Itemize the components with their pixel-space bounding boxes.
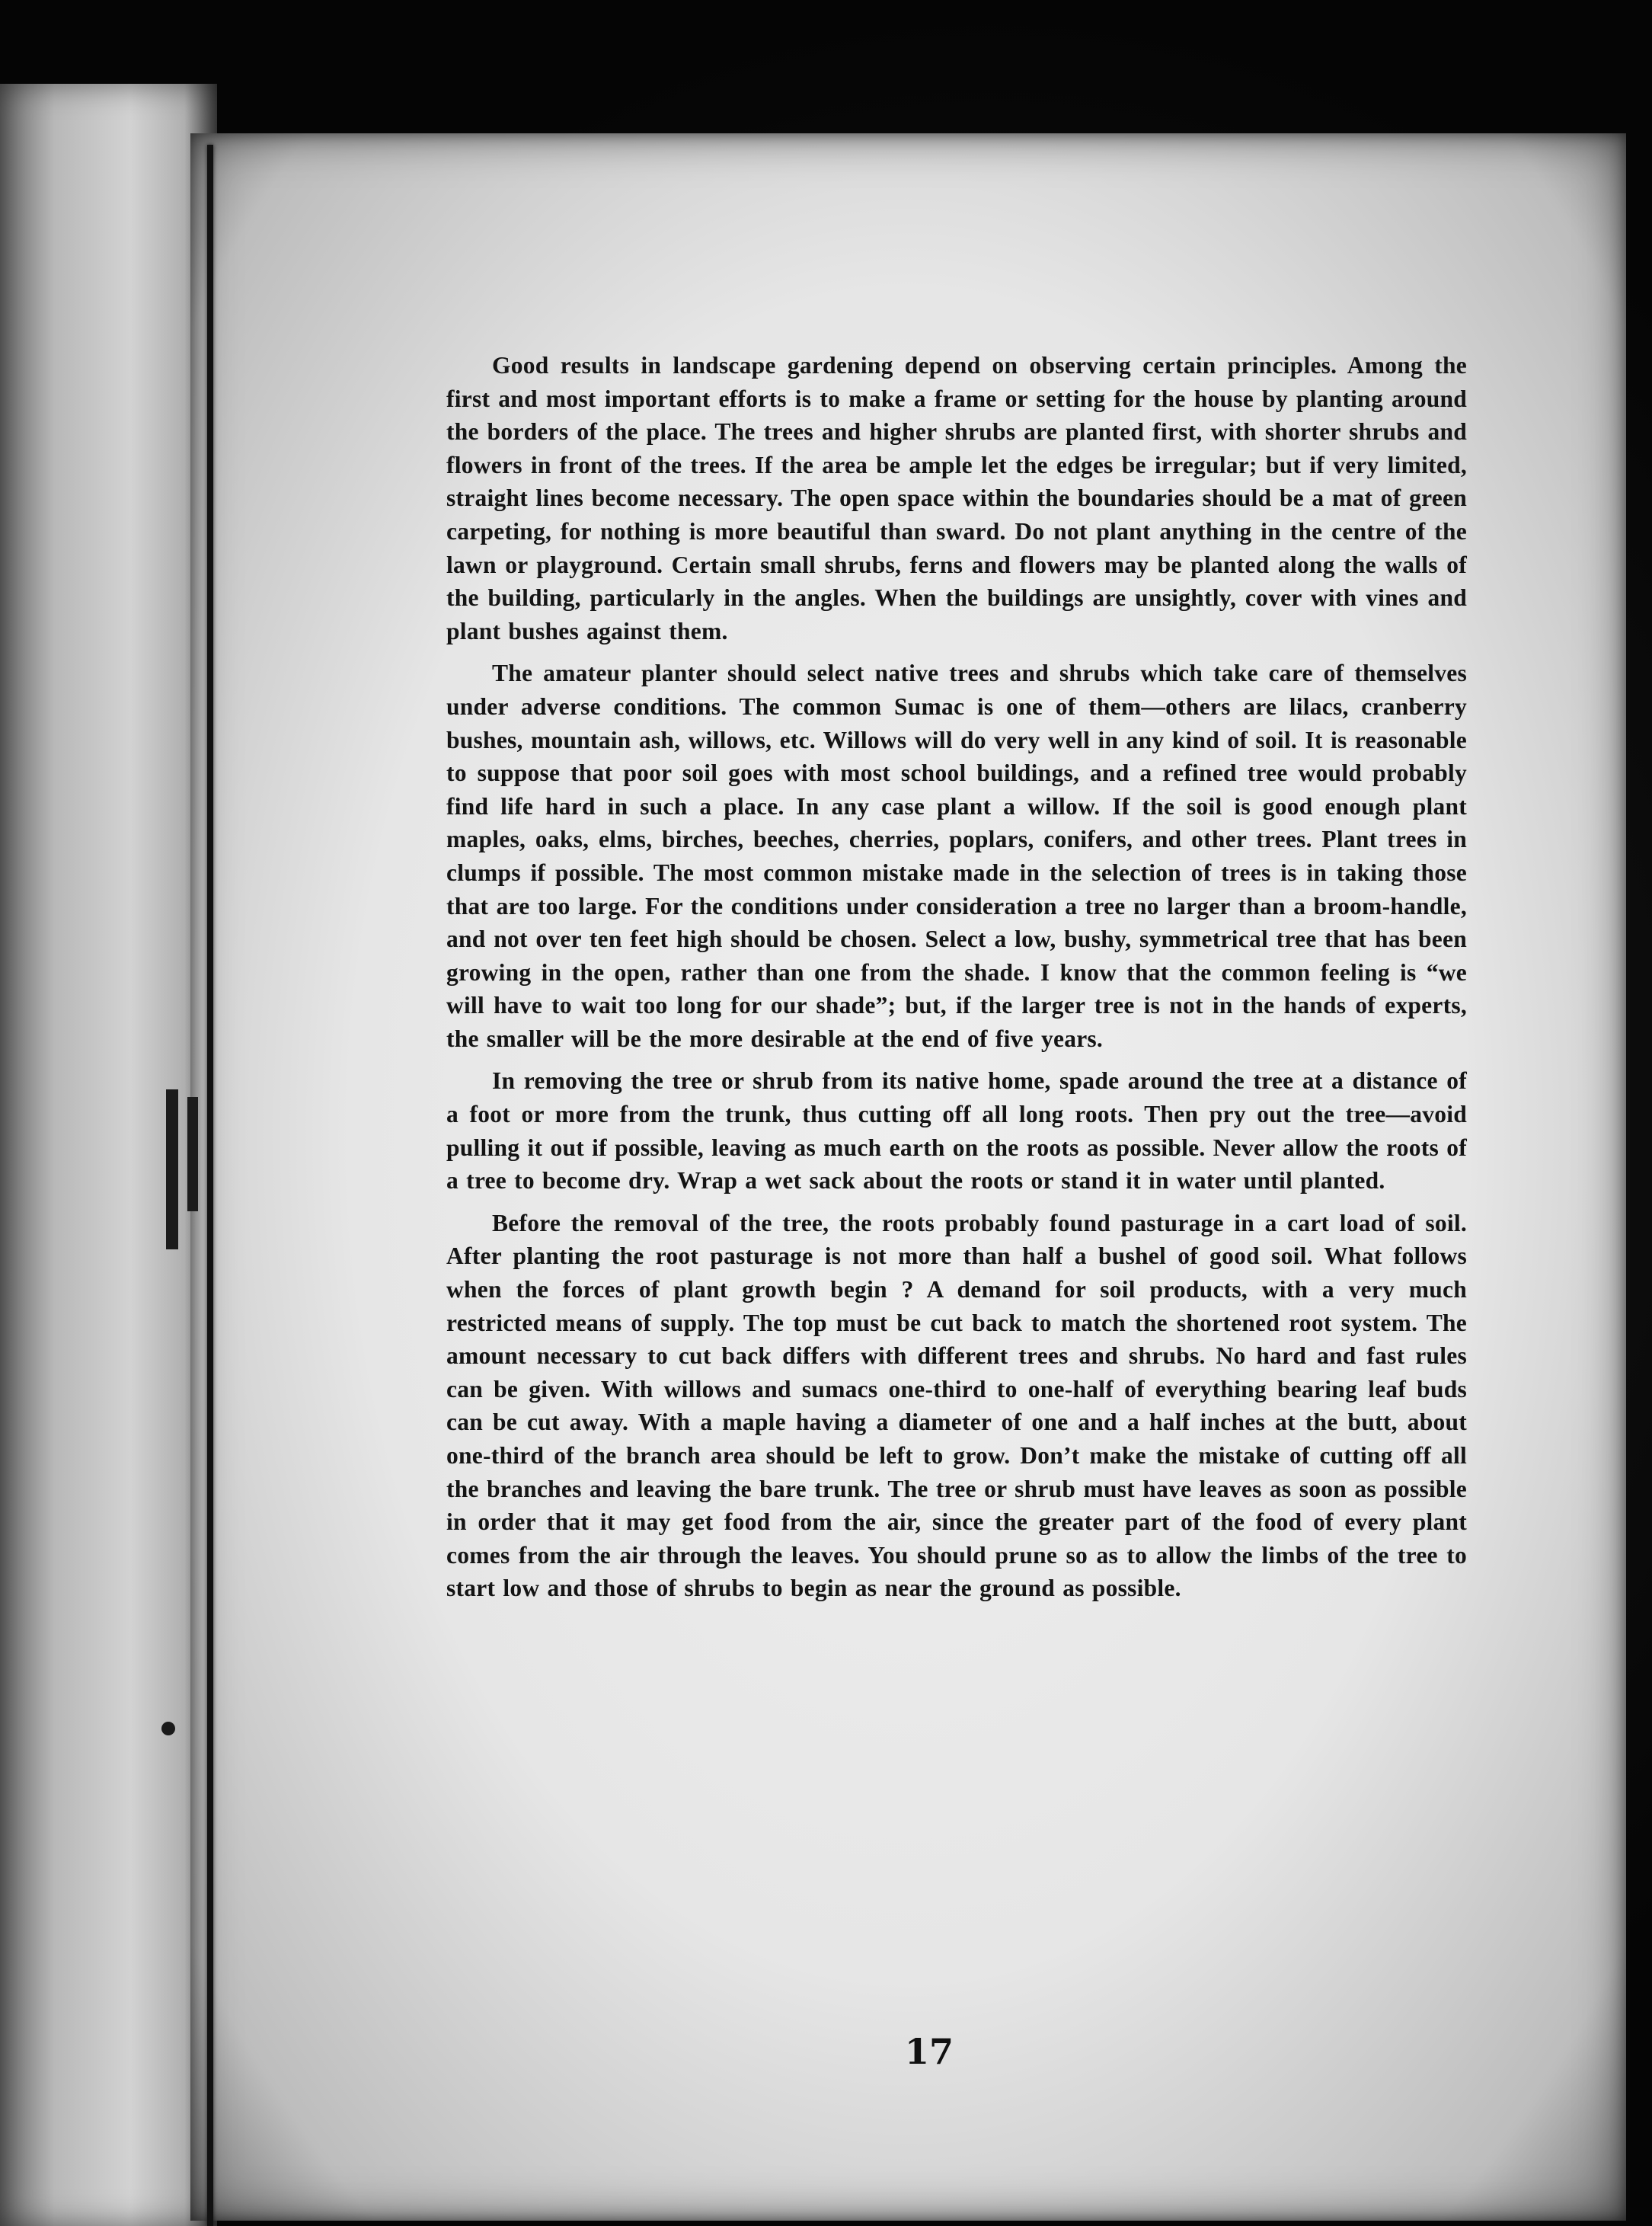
spine-mark: [187, 1097, 198, 1211]
left-page-edge: [0, 84, 217, 2226]
page-number: 17: [904, 2031, 954, 2072]
book-spine: [207, 145, 213, 2226]
paragraph-removing-trees: In removing the tree or shrub from its native home, spade around the tree at a distance of a foot or more from the trunk, thus cutting off all long roots. Then pry out the tree—avoid pulling it out if possible, leaving as much earth on the roots as possible. Never allow the roots of a tree to become dry. Wrap a wet sack about the roots or stand it in water until planted.: [446, 1067, 1467, 1195]
paragraph-selecting-trees: The amateur planter should select native trees and shrubs which take care of themselves under adverse conditions. The common Sumac is one of them—others are lilacs, cranberry bushes, mountain ash, willows, etc. Willows will do very well in any kind of soil. It is reasonable to suppose that poor soil goes with most school buildings, and a refined tree would probably find life hard in such a place. In any case plant a willow. If the soil is good enough plant maples, oaks, elms, birches, beeches, cherries, poplars, conifers, and other trees. Plant trees in clumps if possible. The most common mistake made in the selection of trees is in taking those that are too large. For the conditions under consideration a tree no larger than a broom-handle, and not over ten feet high should be chosen. Select a low, bushy, symmetrical tree that has been growing in the open, rather than one from the shade. I know that the common feeling is “we will have to wait too long for our shade”; but, if the larger tree is not in the hands of experts, the smaller will be the more desirable at the end of five years.: [446, 660, 1467, 1052]
paragraph-pruning: Before the removal of the tree, the roots probably found pasturage in a cart load of soil. After planting the root pasturage is not more than half a bushel of good soil. What follows when the forces of plant growth begin ? A demand for soil products, with a very much restricted means of supply. The top must be cut back to match the shortened root system. The amount necessary to cut back differs with different trees and shrubs. No hard and fast rules can be given. With willows and sumacs one-third to one-half of everything bearing leaf buds can be cut away. With a maple having a diameter of one and a half inches at the butt, about one-third of the branch area should be left to grow. Don’t make the mistake of cutting off all the branches and leaving the bare trunk. The tree or shrub must have leaves as soon as possible in order that it may get food from the air, since the greater part of the food of every plant comes from the air through the leaves. You should prune so as to allow the limbs of the tree to start low and those of shrubs to begin as near the ground as possible.: [446, 1209, 1467, 1602]
paragraph-landscape-principles: Good results in landscape gardening depend on observing certain principles. Among the first and most important efforts is to make a frame or setting for the house by planting around the borders of the place. The trees and higher shrubs are planted first, with shorter shrubs and flowers in front of the trees. If the area be ample let the edges be irregular; but if very limited, straight lines become necessary. The open space within the boundaries should be a mat of green carpeting, for nothing is more beautiful than sward. Do not plant anything in the centre of the lawn or playground. Certain small shrubs, ferns and flowers may be planted along the walls of the building, particularly in the angles. When the buildings are unsightly, cover with vines and plant bushes against them.: [446, 352, 1467, 644]
spine-dot: [161, 1722, 175, 1735]
spine-mark: [166, 1089, 178, 1249]
body-text: [446, 349, 1467, 1614]
